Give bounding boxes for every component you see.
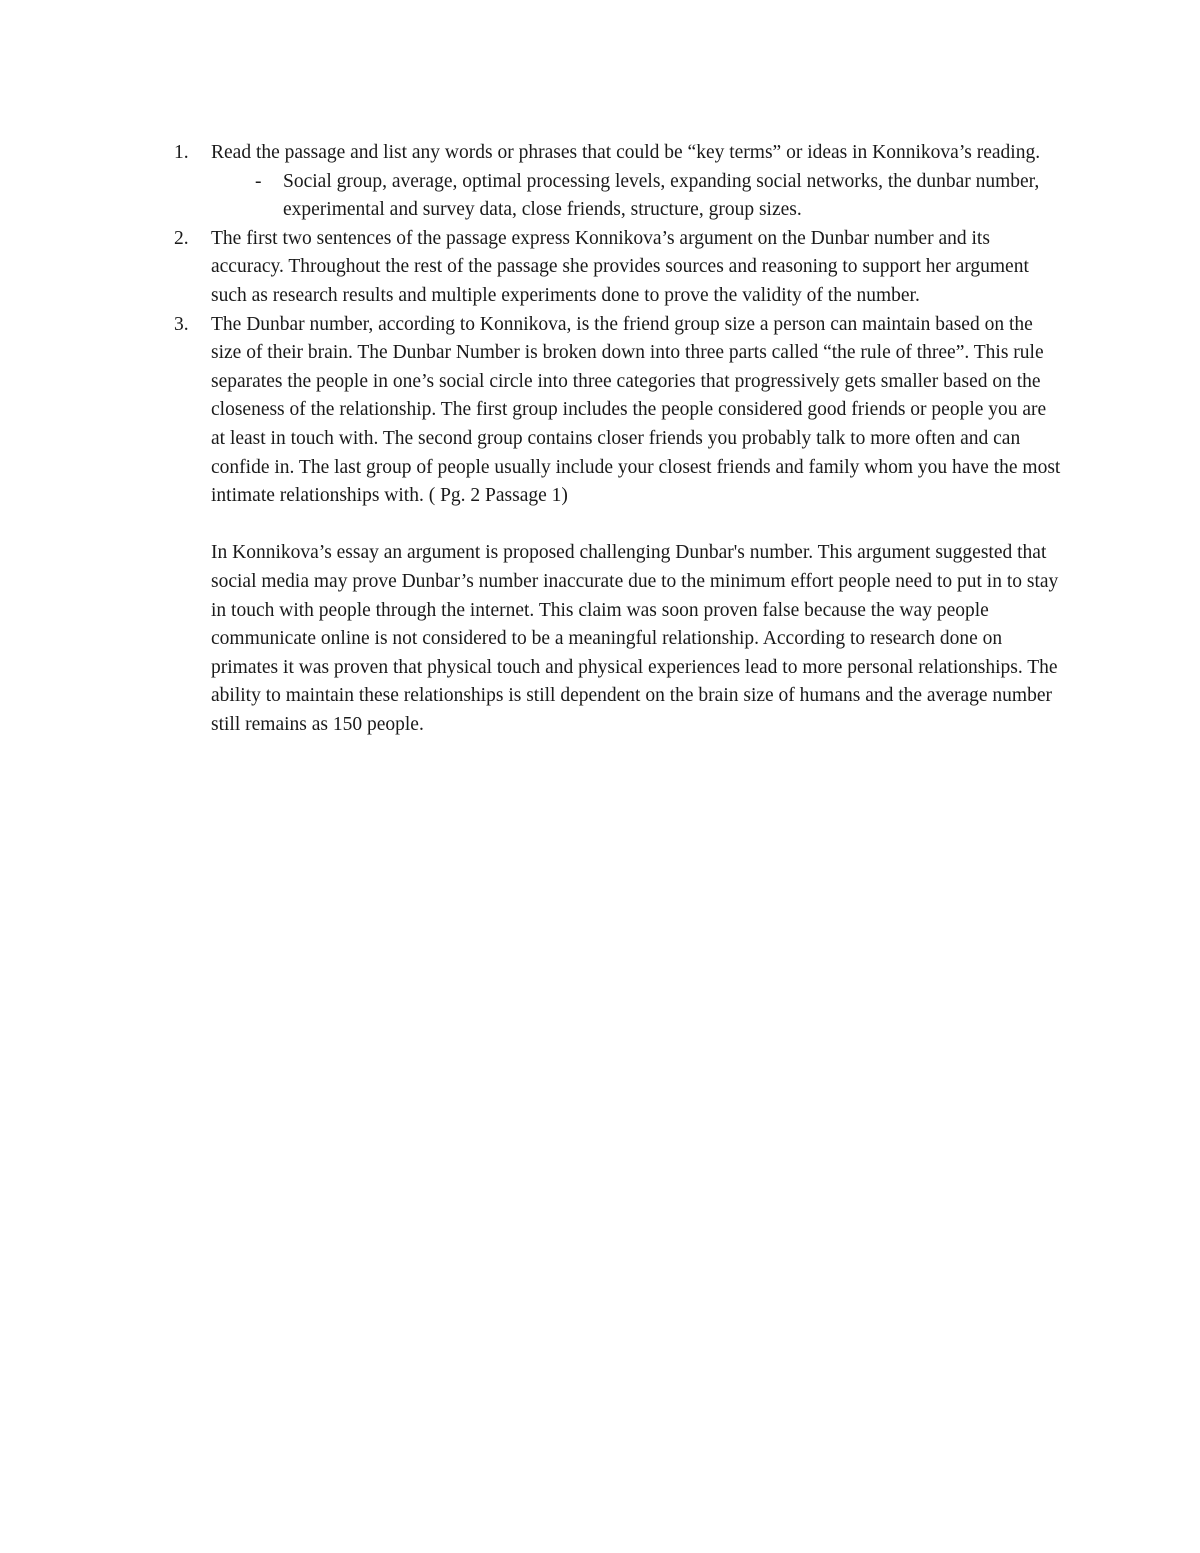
list-number: 3. xyxy=(174,313,189,335)
numbered-list xyxy=(0,139,1200,739)
list-item-1 xyxy=(0,139,1063,225)
sub-bullet-text: Social group, average, optimal processing levels, expanding social networks, the dunbar number, experimental and survey data, close friends, structure, group sizes. xyxy=(283,170,1040,221)
list-item-text: Read the passage and list any words or phrases that could be “key terms” or ideas in Konnikova’s reading. xyxy=(211,142,1041,163)
dash-bullet: - xyxy=(255,170,262,192)
sub-bullet-item xyxy=(211,168,1063,225)
body-paragraph: In Konnikova’s essay an argument is proposed challenging Dunbar's number. This argument suggested that social media may prove Dunbar’s number inaccurate due to the minimum effort people need to put in to stay in touch with people through the internet. This claim was soon proven false because the way people communicate online is not considered to be a meaningful relationship. According to research done on primates it was proven that physical touch and physical experiences lead to more personal relationships. The ability to maintain these relationships is still dependent on the brain size of humans and the average number still remains as 150 people. xyxy=(211,542,1059,735)
list-item-3 xyxy=(0,311,1063,740)
list-item-text: The first two sentences of the passage express Konnikova’s argument on the Dunbar number and its accuracy. Throughout the rest of the passage she provides sources and reasoning to support her argument such as research results and multiple experiments done to prove the validity of the number. xyxy=(211,227,1029,306)
list-number: 2. xyxy=(174,227,189,249)
list-item-2 xyxy=(0,225,1063,311)
list-item-text: The Dunbar number, according to Konnikova, is the friend group size a person can maintain based on the size of their brain. The Dunbar Number is broken down into three parts called “the rule of three”. This rule separates the people in one’s social circle into three categories that progressively gets smaller based on the closeness of the relationship. The first group includes the people considered good friends or people you are at least in touch with. The second group contains closer friends you probably talk to more often and can confide in. The last group of people usually include your closest friends and family whom you have the most intimate relationships with. ( Pg. 2 Passage 1) xyxy=(211,313,1061,507)
list-number: 1. xyxy=(174,142,189,163)
